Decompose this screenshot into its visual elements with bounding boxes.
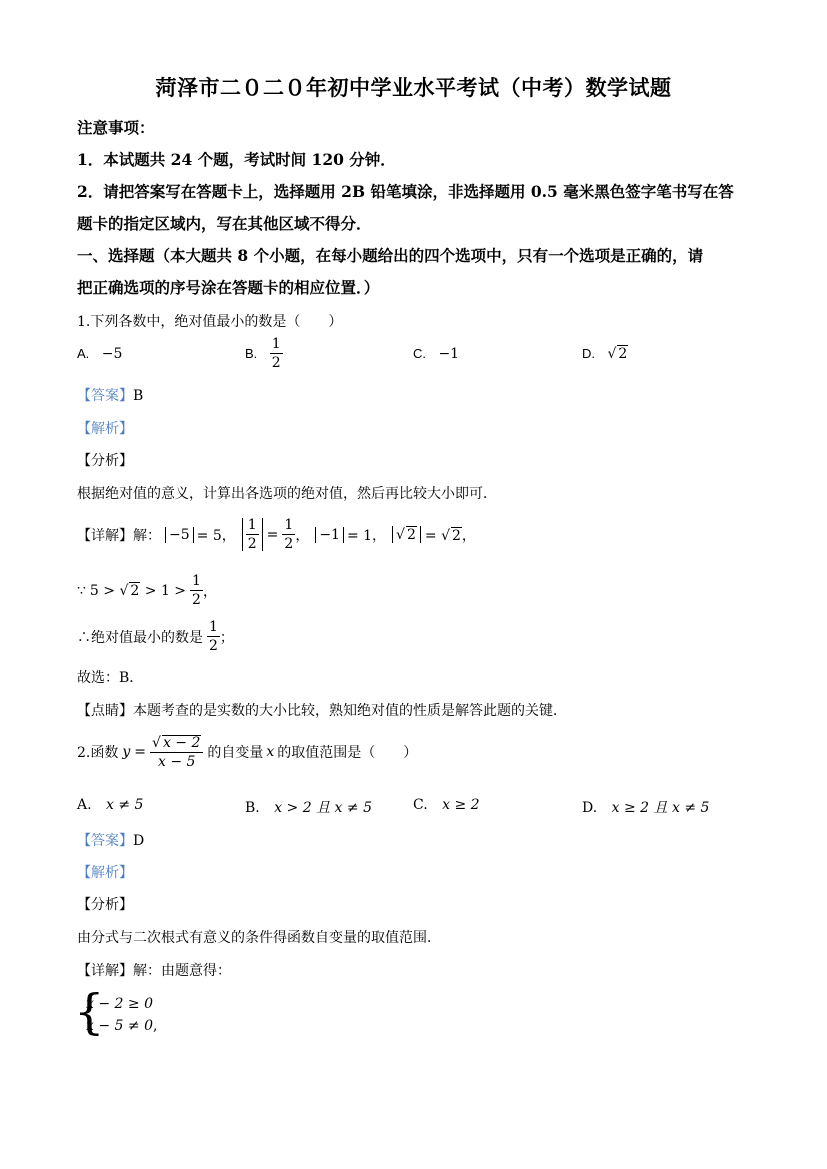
option-label: A.: [77, 797, 92, 813]
answer-tag: 【答案】: [77, 833, 133, 849]
q2-detail: [77, 960, 231, 980]
q2-system-line-2: [86, 1018, 157, 1034]
q2-system-line-1: x − 2 ≥ 0: [86, 996, 153, 1012]
function-y: y: [122, 744, 131, 760]
option-label: C.: [413, 797, 428, 813]
q1-choice: 故选：B．: [77, 670, 144, 686]
detail-text: 由题意得：: [161, 963, 231, 979]
notice-heading: 注意事项：: [77, 118, 155, 137]
eq-text: = 5，: [196, 527, 236, 544]
notice-item-1: 1．本试题共 24 个题，考试时间 120 分钟．: [77, 150, 396, 169]
fraction-numerator: 1: [271, 336, 281, 352]
radicand: 2: [618, 346, 628, 362]
option-value: −1: [438, 346, 460, 362]
denominator: x − 5: [150, 752, 203, 769]
sep: ，: [295, 527, 310, 544]
sqrt-symbol: √ 2: [607, 346, 628, 362]
comment-tag: 【点睛】: [77, 703, 133, 719]
q1-fenxi-text: 根据绝对值的意义，计算出各选项的绝对值，然后再比较大小即可．: [77, 486, 497, 502]
q1-because: [77, 574, 217, 607]
because-symbol: ∵: [77, 582, 86, 599]
q1-stem: 1.下列各数中，绝对值最小的数是（ ）: [77, 314, 343, 330]
comment-text: 本题考查的是实数的大小比较，熟知绝对值的性质是解答此题的关键．: [133, 703, 567, 719]
therefore-end: ；: [219, 629, 234, 646]
fraction: [270, 337, 283, 370]
system-line-2-text: x − 5 ≠ 0: [86, 1018, 153, 1034]
answer-value: D: [133, 833, 145, 849]
q2-analysis-tag: 【解析】: [77, 865, 133, 881]
q2-answer: [77, 830, 144, 850]
option-label: C.: [413, 346, 426, 361]
q1-therefore: [77, 620, 234, 653]
fraction: $\frac{1}{2}$: [192, 573, 201, 608]
option-value: x ≥ 2 且 x ≠ 5: [611, 800, 710, 816]
answer-tag: 【答案】: [77, 388, 133, 404]
fraction-denominator: 2: [271, 355, 281, 371]
q1-analysis-tag: 【解析】: [77, 421, 133, 437]
q2-option-a: [77, 797, 143, 813]
function-fraction: [150, 735, 203, 769]
sep: ，: [202, 583, 217, 600]
detail-tag: 【详解】解：: [77, 963, 161, 979]
fraction: $\frac{1}{2}$: [284, 517, 294, 552]
q1-option-b: [245, 337, 283, 370]
q2-option-b: [245, 797, 372, 817]
q1-detail: [77, 518, 476, 551]
q2-option-d: [582, 797, 709, 817]
notice-item-2-line-1: 2．请把答案写在答题卡上，选择题用 2B 铅笔填涂，非选择题用 0.5 毫米黑色签字笔书写在答: [77, 182, 734, 201]
option-label: B.: [245, 346, 258, 361]
page-title: 菏泽市二０二０年初中学业水平考试（中考）数学试题: [155, 75, 672, 100]
inequality: 5 > √ 2 > 1 >: [89, 583, 187, 599]
eq-text: = 1，: [346, 527, 387, 544]
answer-value: B: [133, 388, 144, 404]
q2-fenxi-tag: 【分析】: [77, 897, 133, 913]
abs-neg5: −5: [165, 527, 194, 543]
q1-comment: [77, 700, 567, 720]
eq-text: =: [134, 744, 147, 760]
q1-option-a: [77, 346, 122, 362]
eq-text: =: [266, 526, 279, 543]
q2-option-c: [413, 797, 480, 813]
section-heading-line-1: 一、选择题（本大题共 8 个小题，在每小题给出的四个选项中，只有一个选项是正确的，请: [77, 246, 704, 265]
stem-mid: 的自变量: [207, 745, 264, 761]
q1-option-d: [582, 345, 628, 362]
q1-answer: [77, 385, 143, 405]
notice-item-2-line-2: 题卡的指定区域内，写在其他区域不得分．: [77, 214, 372, 233]
detail-tag: 【详解】解：: [77, 527, 161, 544]
abs-sqrt2: √ 2: [392, 526, 421, 543]
option-value: x ≥ 2: [442, 797, 480, 813]
sep: ,: [152, 1018, 158, 1034]
option-value: x ≠ 5: [106, 797, 144, 813]
fraction: $\frac{1}{2}$: [209, 619, 218, 654]
q1-fenxi-tag: 【分析】: [77, 453, 133, 469]
option-value: −5: [101, 346, 123, 362]
option-label: D.: [582, 800, 598, 816]
variable-x: x: [266, 744, 275, 760]
option-label: D.: [582, 346, 595, 361]
numerator: √ x − 2: [152, 735, 201, 751]
q2-stem: [77, 735, 417, 769]
option-label: B.: [245, 800, 260, 816]
stem-prefix: 2.函数: [77, 745, 119, 761]
therefore-text: ∴绝对值最小的数是: [77, 629, 203, 646]
left-brace: {: [74, 984, 105, 1040]
option-value: x > 2 且 x ≠ 5: [274, 800, 372, 816]
eq-text: = √ 2，: [424, 527, 476, 544]
fraction: $\frac{1}{2}$: [247, 517, 257, 552]
option-label: A.: [77, 346, 90, 361]
stem-suffix: 的取值范围是（ ）: [277, 745, 418, 761]
abs-half: [242, 518, 263, 551]
q1-option-c: [413, 346, 459, 362]
section-heading-line-2: 把正确选项的序号涂在答题卡的相应位置．）: [77, 278, 380, 297]
abs-neg1: −1: [315, 527, 344, 543]
q2-fenxi-text: 由分式与二次根式有意义的条件得函数自变量的取值范围．: [77, 930, 441, 946]
